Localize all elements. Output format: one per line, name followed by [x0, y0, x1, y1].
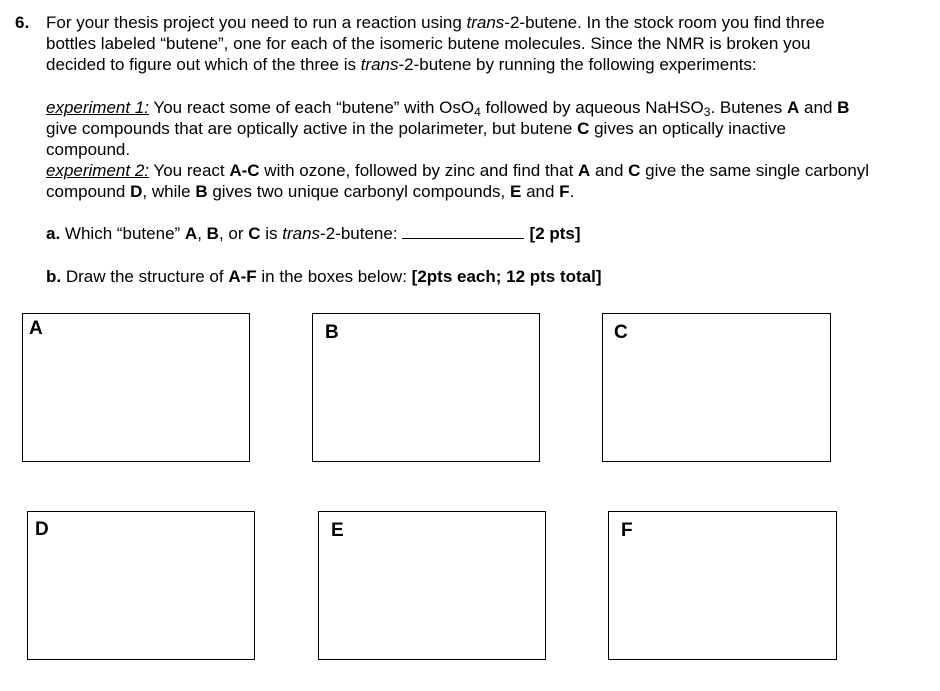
answer-box-f[interactable] — [608, 511, 837, 660]
box-label-e: E — [331, 520, 344, 541]
intro-line-3: decided to figure out which of the three is trans-2-butene by running the following experiments: — [46, 55, 757, 74]
box-label-d: D — [35, 519, 49, 540]
part-a-points: [2 pts] — [529, 224, 581, 243]
answer-box-b[interactable] — [312, 313, 540, 462]
part-b-question: b. Draw the structure of A-F in the boxes below: [2pts each; 12 pts total] — [46, 267, 602, 286]
question-intro — [46, 12, 926, 75]
intro-line-1: For your thesis project you need to run a reaction using trans-2-butene. In the stock room you find three — [46, 13, 825, 32]
box-label-b: B — [325, 322, 339, 343]
answer-box-e[interactable] — [318, 511, 546, 660]
part-a-question: a. Which “butene” A, B, or C is trans-2-butene: [2 pts] — [46, 224, 581, 243]
experiment-1-label: experiment 1: — [46, 98, 149, 117]
experiment-2-line-1: experiment 2: You react A-C with ozone, followed by zinc and find that A and C give the same single carbonyl — [46, 161, 870, 180]
question-number: 6. — [15, 13, 30, 32]
answer-box-a[interactable] — [22, 313, 250, 462]
experiment-2-label: experiment 2: — [46, 161, 149, 180]
experiment-1-line-3: compound. — [46, 140, 131, 159]
experiment-1-line-2: give compounds that are optically active in the polarimeter, but butene C gives an optically inactive — [46, 119, 786, 138]
answer-box-d[interactable] — [27, 511, 255, 660]
experiment-2-line-2: compound D, while B gives two unique carbonyl compounds, E and F. — [46, 182, 575, 201]
box-label-a: A — [29, 318, 43, 339]
box-label-c: C — [614, 322, 628, 343]
answer-blank[interactable] — [402, 223, 524, 239]
experiment-1-line-1: experiment 1: You react some of each “butene” with OsO$_4$ followed by aqueous NaHSO$_3$. Butenes A and B — [46, 98, 850, 119]
part-b-points: [2pts each; 12 pts total] — [411, 267, 602, 286]
intro-line-2: bottles labeled “butene”, one for each of the isomeric butene molecules. Since the NMR is broken you — [46, 34, 811, 53]
box-label-f: F — [621, 520, 633, 541]
answer-box-c[interactable] — [602, 313, 831, 462]
experiments-section — [46, 97, 926, 202]
